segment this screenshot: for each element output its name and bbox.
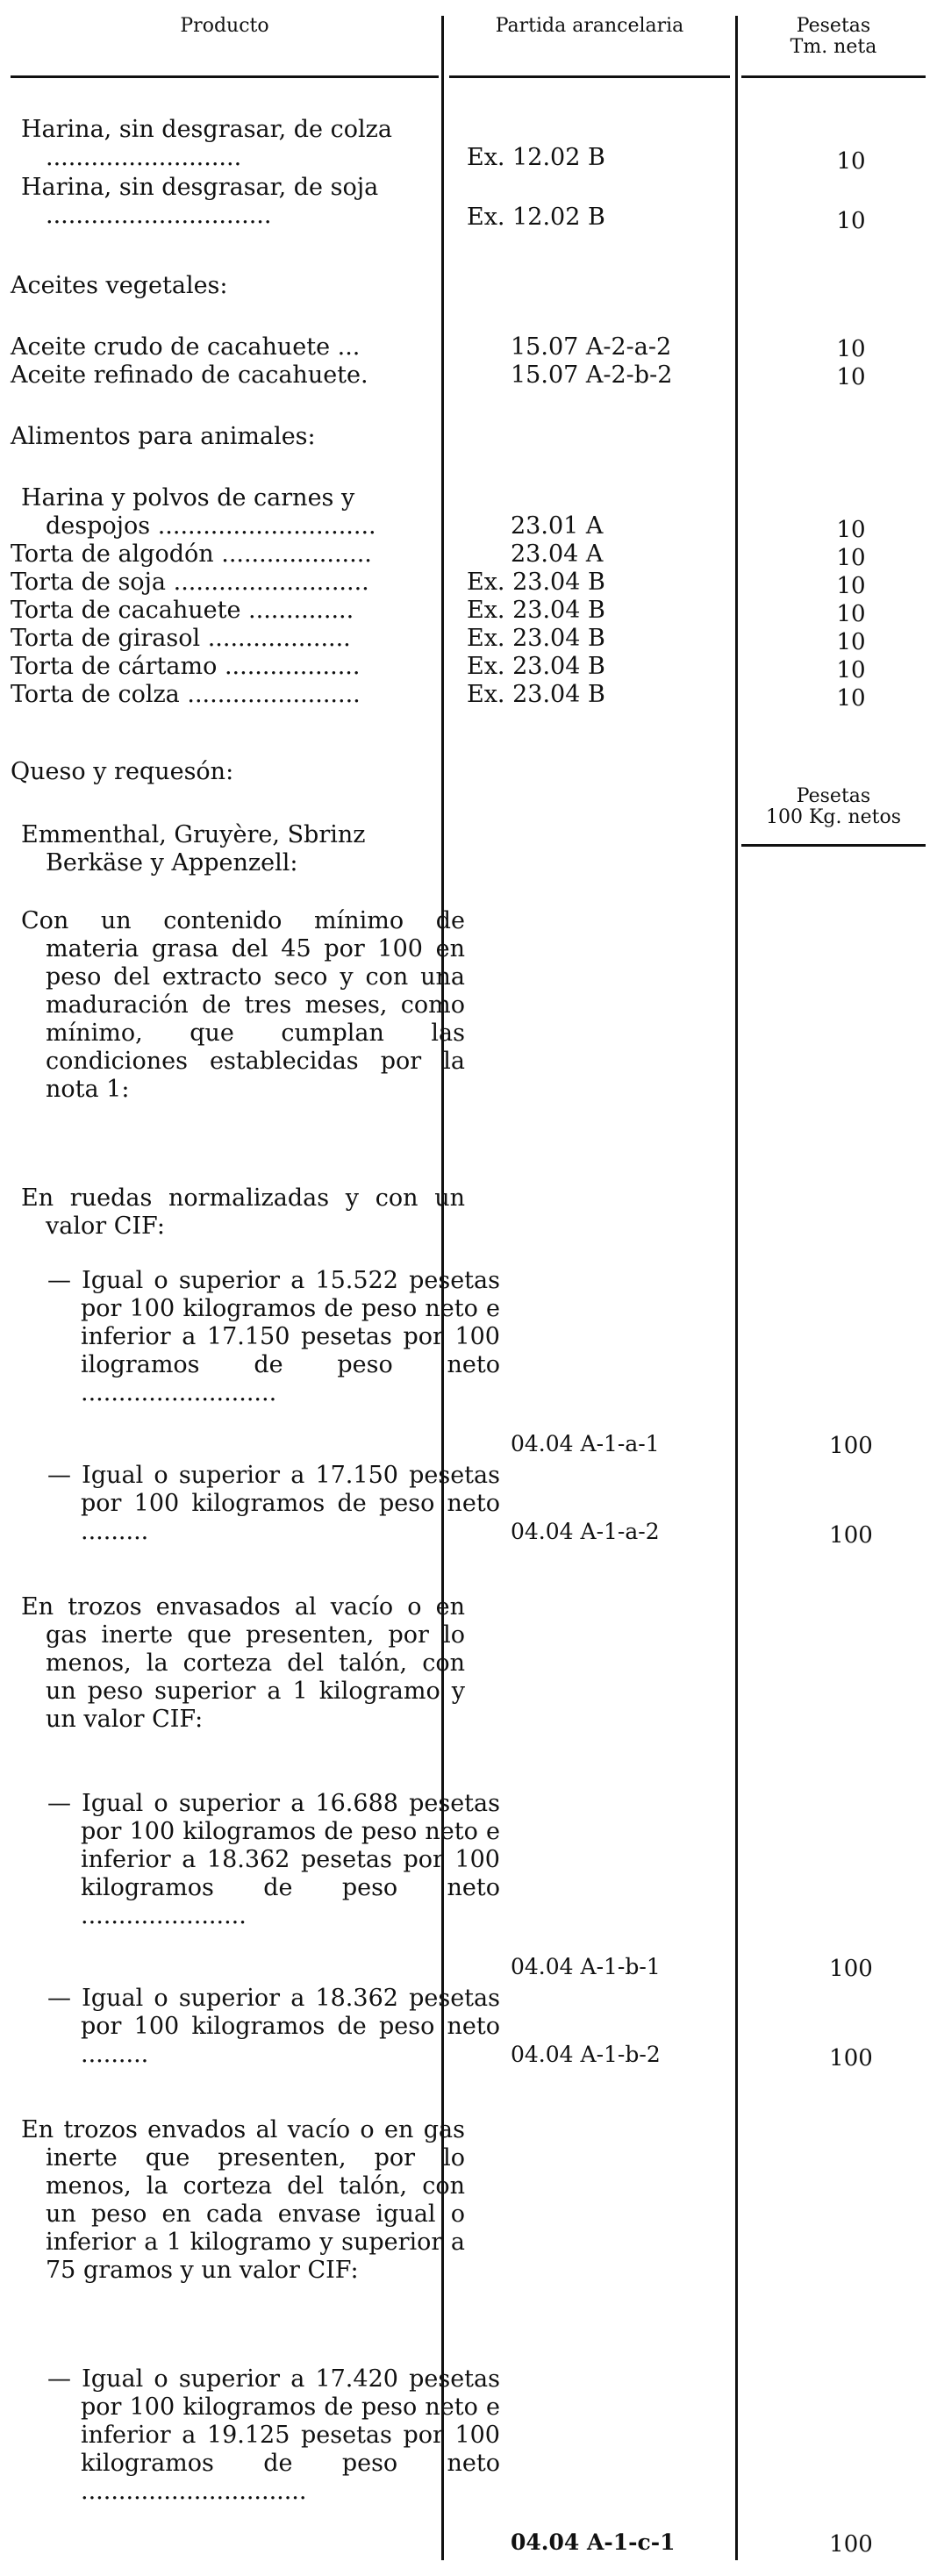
product-torta-colza: Torta de colza .......................: [11, 681, 361, 708]
value-04-04-a-1-c-1: 100: [829, 2531, 873, 2558]
code-04-04-a-1-b-1: 04.04 A-1-b-1: [511, 1954, 661, 1979]
product-torta-girasol: Torta de girasol ...................: [11, 625, 351, 652]
product-aceite-refinado: Aceite refinado de cacahuete.: [11, 361, 368, 389]
heading-aceites-vegetales: Aceites vegetales:: [11, 272, 228, 299]
header-tm-neta: Tm. neta: [790, 36, 877, 58]
header-partida: Partida arancelaria: [495, 15, 684, 37]
code-torta-algodon: 23.04 A: [511, 540, 604, 568]
value-aceite-crudo: 10: [836, 336, 866, 362]
value-harina-soja: 10: [836, 208, 866, 234]
value-torta-algodon: 10: [836, 545, 866, 571]
code-04-04-a-1-b-2: 04.04 A-1-b-2: [511, 2042, 661, 2067]
product-aceite-crudo: Aceite crudo de cacahuete ...: [11, 333, 361, 361]
heading-alimentos-animales: Alimentos para animales:: [11, 423, 316, 450]
code-torta-girasol: Ex. 23.04 B: [467, 625, 605, 652]
subheader-pesetas: Pesetas: [796, 785, 871, 807]
header-rule-pesetas: [741, 75, 926, 78]
product-trozos-vacio-mas-1kg: En trozos envasados al vacío o en gas inerte que presenten, por lo menos, la corteza del talón, con un peso superior a 1 kilogramo y un valor CIF:: [21, 1593, 465, 1733]
header-pesetas: Pesetas: [796, 15, 871, 37]
product-torta-cartamo: Torta de cártamo ..................: [11, 653, 361, 680]
value-04-04-a-1-b-1: 100: [829, 1956, 873, 1982]
value-torta-soja: 10: [836, 573, 866, 599]
value-torta-cacahuete: 10: [836, 601, 866, 627]
header-producto: Producto: [180, 15, 269, 37]
code-aceite-crudo: 15.07 A-2-a-2: [511, 333, 672, 361]
value-04-04-a-1-a-1: 100: [829, 1433, 873, 1459]
code-harina-colza: Ex. 12.02 B: [467, 144, 605, 171]
code-torta-cartamo: Ex. 23.04 B: [467, 653, 605, 680]
subheader-rule: [741, 844, 926, 847]
product-torta-cacahuete: Torta de cacahuete ..............: [11, 597, 354, 624]
value-harina-colza: 10: [836, 148, 866, 175]
value-harina-carnes: 10: [836, 517, 866, 543]
code-torta-cacahuete: Ex. 23.04 B: [467, 597, 605, 624]
product-trozos-vacio-menos-1kg: En trozos envados al vacío o en gas inerte que presenten, por lo menos, la corteza del talón, con un peso en cada envase igual o inferior a 1 kilogramo y superior a 75 gramos y un valor CIF:: [21, 2116, 465, 2284]
code-torta-colza: Ex. 23.04 B: [467, 681, 605, 708]
product-ruedas-tramo-1: — Igual o superior a 15.522 pesetas por 100 kilogramos de peso neto e inferior a 17.150 pesetas por 100 ilogramos de peso neto ..........................: [47, 1267, 500, 1406]
product-harina-soja: Harina, sin desgrasar, de soja ..............................: [21, 174, 379, 229]
product-emmenthal: Emmenthal, Gruyère, Sbrinz Berkäse y Appenzell:: [21, 821, 366, 877]
subheader-100-kg-netos: 100 Kg. netos: [765, 806, 902, 828]
column-divider-right: [735, 16, 738, 2560]
code-04-04-a-1-c-1: 04.04 A-1-c-1: [511, 2529, 676, 2555]
product-harina-carnes: Harina y polvos de carnes y despojos .............................: [21, 484, 376, 540]
product-ruedas-tramo-2: — Igual o superior a 17.150 pesetas por 100 kilogramos de peso neto .........: [47, 1462, 500, 1545]
heading-queso-requeson: Queso y requesón:: [11, 758, 234, 785]
product-contenido-minimo: Con un contenido mínimo de materia grasa del 45 por 100 en peso del extracto seco y con una maduración de tres meses, como mínimo, que cumplan las condiciones establecidas por la nota 1:: [21, 907, 465, 1103]
product-ruedas-normalizadas: En ruedas normalizadas y con un valor CIF:: [21, 1184, 465, 1240]
header-rule-producto: [11, 75, 439, 78]
product-harina-colza: Harina, sin desgrasar, de colza ..........................: [21, 116, 392, 171]
code-aceite-refinado: 15.07 A-2-b-2: [511, 361, 673, 389]
value-torta-colza: 10: [836, 685, 866, 712]
value-torta-girasol: 10: [836, 629, 866, 655]
code-04-04-a-1-a-2: 04.04 A-1-a-2: [511, 1519, 660, 1544]
product-torta-algodon: Torta de algodón ....................: [11, 540, 372, 568]
value-torta-cartamo: 10: [836, 657, 866, 683]
code-harina-carnes: 23.01 A: [511, 512, 604, 540]
product-trozos-menos-1kg-tramo-1: — Igual o superior a 17.420 pesetas por 100 kilogramos de peso neto e inferior a 19.125 pesetas por 100 kilogramos de peso neto ..............................: [47, 2365, 500, 2505]
code-torta-soja: Ex. 23.04 B: [467, 569, 605, 596]
product-trozos-tramo-2: — Igual o superior a 18.362 pesetas por 100 kilogramos de peso neto .........: [47, 1985, 500, 2068]
code-harina-soja: Ex. 12.02 B: [467, 204, 605, 231]
product-trozos-tramo-1: — Igual o superior a 16.688 pesetas por 100 kilogramos de peso neto e inferior a 18.362 pesetas por 100 kilogramos de peso neto ......................: [47, 1790, 500, 1929]
code-04-04-a-1-a-1: 04.04 A-1-a-1: [511, 1431, 660, 1456]
value-04-04-a-1-b-2: 100: [829, 2045, 873, 2072]
header-rule-partida: [449, 75, 730, 78]
product-torta-soja: Torta de soja ..........................: [11, 569, 369, 596]
value-04-04-a-1-a-2: 100: [829, 1522, 873, 1549]
value-aceite-refinado: 10: [836, 364, 866, 390]
